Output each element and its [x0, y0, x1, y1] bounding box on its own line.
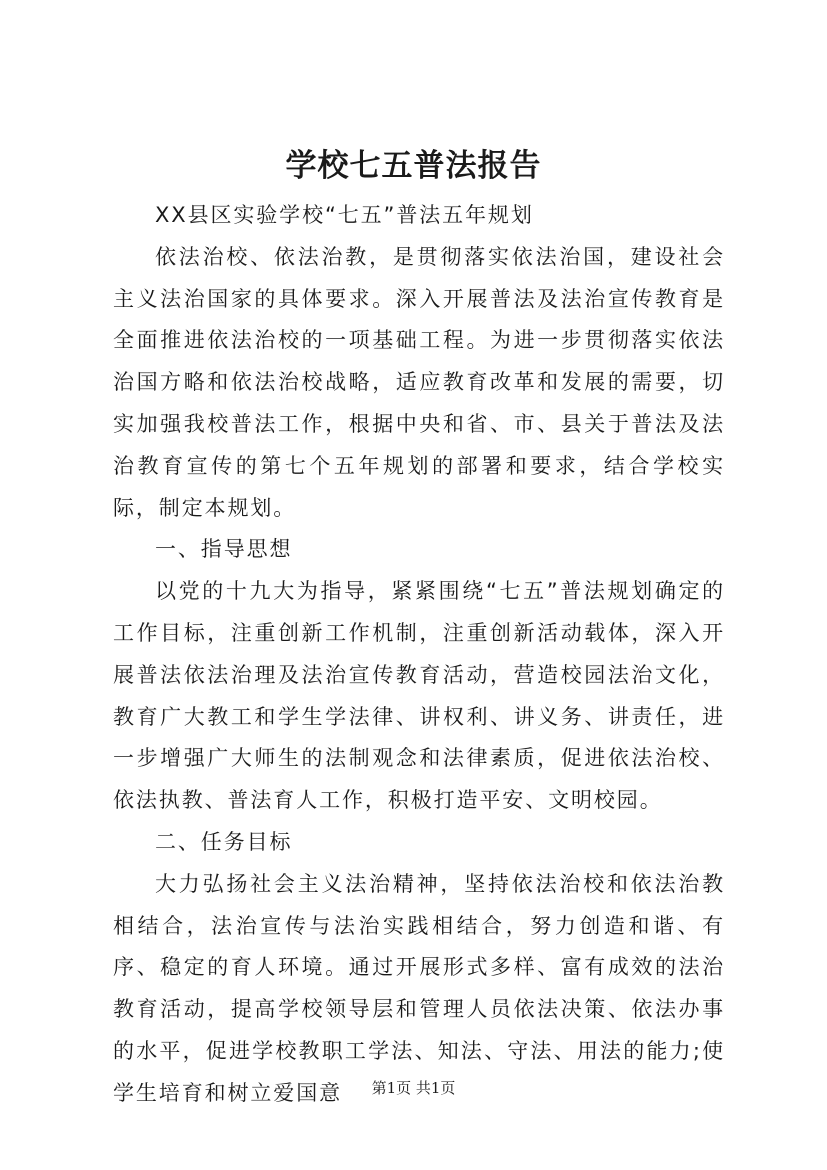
task-goals-paragraph: 大力弘扬社会主义法治精神，坚持依法治校和依法治教相结合，法治宣传与法治实践相结合，努力创造和谐、有序、稳定的育人环境。通过开展形式多样、富有成效的法治教育活动，提高学校领导层和管理人员依法决策、依法办事的水平，促进学校教职工学法、知法、守法、用法的能力;使学生培育和树立爱国意: [113, 871, 725, 1105]
guiding-thought-paragraph: 以党的十九大为指导，紧紧围绕“七五”普法规划确定的工作目标，注重创新工作机制，注重创新活动载体，深入开展普法依法治理及法治宣传教育活动，营造校园法治文化，教育广大教工和学生学法律、讲权利、讲义务、讲责任，进一步增强广大师生的法制观念和法律素质，促进依法治校、依法执教、普法育人工作，积极打造平安、文明校园。: [113, 579, 725, 813]
section-heading-task-goals: 二、任务目标: [155, 829, 293, 854]
document-body: [113, 195, 725, 1115]
page-footer: 第1页 共1页: [371, 1079, 456, 1097]
plan-heading: XX县区实验学校“七五”普法五年规划: [155, 203, 534, 227]
document-title: 学校七五普法报告: [285, 148, 542, 184]
section-heading-guiding-thought: 一、指导思想: [155, 537, 293, 562]
intro-paragraph: 依法治校、依法治教，是贯彻落实依法治国，建设社会主义法治国家的具体要求。深入开展普法及法治宣传教育是全面推进依法治校的一项基础工程。为进一步贯彻落实依法治国方略和依法治校战略，适应教育改革和发展的需要，切实加强我校普法工作，根据中央和省、市、县关于普法及法治教育宣传的第七个五年规划的部署和要求，结合学校实际，制定本规划。: [113, 244, 725, 520]
